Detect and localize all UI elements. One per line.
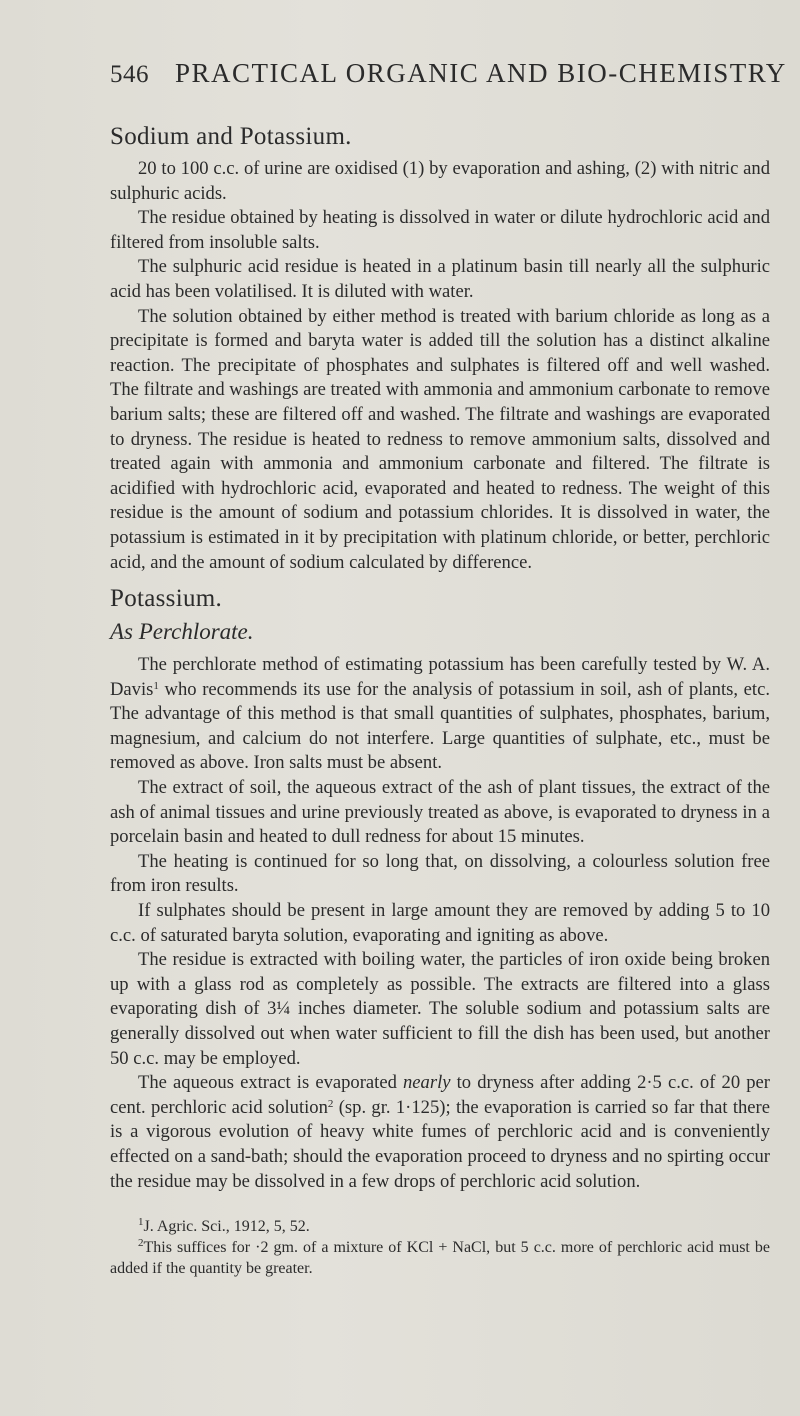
running-title: PRACTICAL ORGANIC AND BIO-CHEMISTRY [175, 58, 787, 88]
paragraph: The extract of soil, the aqueous extract of the ash of plant tissues, the extract of the ash of animal tissues and urine previously treated as above, is evaporated to dryness in a porcelain basin and heated to dull redness for about 15 minutes. [110, 777, 770, 848]
paragraph [110, 653, 770, 776]
text-run: The aqueous extract is evaporated [138, 1072, 403, 1094]
footnote-ref: 2 [327, 1097, 334, 1110]
footnote-ref: 1 [153, 679, 159, 692]
footnote [110, 1237, 770, 1279]
paragraph: The heating is continued for so long that, on dissolving, a colourless solution free from iron results. [110, 850, 770, 897]
text-run: (sp. gr. 1·125); the evaporation is carried so far that there is a vigorous evolution of heavy white fumes of perchloric acid and is conveniently effected on a sand-bath; should the evaporation proceed to dryness and no spirting occur the residue may be dissolved in a few drops of perchloric acid solution. [110, 1096, 770, 1192]
footnote-text: J. Agric. Sci., 1912, 5, 52. [143, 1218, 310, 1236]
text-run: The perchlorate method of estimating potassium has been carefully tested by W. A. Davis [110, 654, 770, 700]
footnote-text: This suffices for ·2 gm. of a mixture of KCl + NaCl, but 5 c.c. more of perchloric acid must be added if the quantity be greater. [110, 1239, 770, 1278]
subsection-heading: As Perchlorate. [110, 619, 254, 645]
footnote-mark: 2 [138, 1237, 144, 1250]
footnote [110, 1216, 770, 1237]
section-heading: Potassium. [110, 585, 223, 613]
paragraph: The residue is extracted with boiling water, the particles of iron oxide being broken up with a glass rod as completely as possible. The extracts are filtered into a glass evaporating dish of 3¼ inches diameter. The soluble sodium and potassium salts are generally dissolved out when water sufficient to fill the dish has been used, but another 50 c.c. may be employed. [110, 949, 770, 1069]
section-heading: Sodium and Potassium. [110, 123, 352, 150]
paragraph: The sulphuric acid residue is heated in a platinum basin till nearly all the sulphuric acid has been volatilised. It is diluted with water. [110, 256, 770, 302]
paragraph: The solution obtained by either method is treated with barium chloride as long as a precipitate is formed and baryta water is added till the solution has a distinct alkaline reaction. The precipitate of phosphates and sulphates is filtered off and well washed. The filtrate and washings are treated with ammonia and ammonium carbonate to remove barium salts; these are filtered off and washed. The filtrate and washings are evaporated to dryness. The residue is heated to redness to remove ammonium salts, dissolved and treated again with ammonia and ammonium carbonate and filtered. The filtrate is acidified with hydrochloric acid, evaporated and heated to redness. The weight of this residue is the amount of sodium and potassium chlorides. It is dissolved in water, the potassium is estimated in it by precipitation with platinum chloride, or better, perchloric acid, and the amount of sodium calculated by difference. [110, 305, 770, 573]
section-sodium-potassium [110, 123, 770, 575]
paragraph: If sulphates should be present in large amount they are removed by adding 5 to 10 c.c. of saturated baryta solution, evaporating and igniting as above. [110, 900, 770, 946]
paragraph [110, 1071, 770, 1194]
footnote-mark: 1 [138, 1216, 144, 1229]
emphasis: nearly [403, 1072, 451, 1094]
paragraph: 20 to 100 c.c. of urine are oxidised (1) by evaporation and ashing, (2) with nitric and sulphuric acids. [110, 158, 770, 204]
text-run: who recommends its use for the analysis of potassium in soil, ash of plants, etc. The advantage of this method is that small quantities of sulphates, phosphates, barium, magnesium, and calcium do not interfere. Large quantities of sulphate, etc., must be removed as above. Iron salts must be absent. [110, 678, 770, 774]
text-run: to dryness after adding 2·5 c.c. of 20 per cent. perchloric acid solution [110, 1072, 770, 1118]
footnotes [110, 1216, 770, 1279]
section-potassium [110, 585, 770, 1194]
page-number: 546 [110, 61, 149, 88]
paragraph: The residue obtained by heating is dissolved in water or dilute hydrochloric acid and filtered from insoluble salts. [110, 207, 770, 253]
running-head [110, 58, 787, 89]
